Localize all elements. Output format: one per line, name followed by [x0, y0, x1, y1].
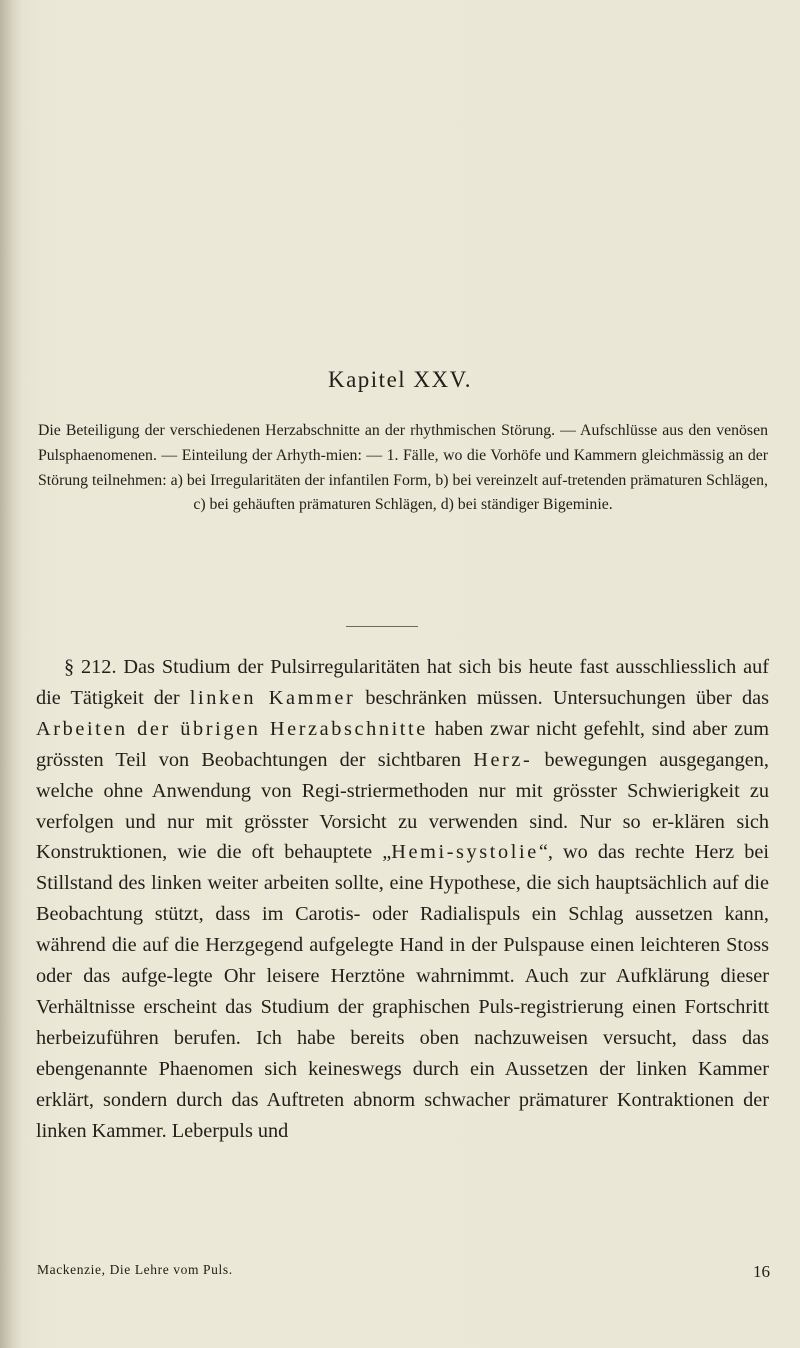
chapter-title: Kapitel XXV.	[327, 367, 473, 392]
emphasized-term: Herz-	[473, 748, 533, 771]
paragraph-text: § 212. Das Studium der Pulsirregularitäten hat sich bis heute fast ausschliesslich auf die Tätigkeit der	[36, 656, 769, 709]
emphasized-term: Arbeiten der übrigen Herzabschnitte	[36, 717, 428, 740]
sheet-number: 16	[753, 1262, 770, 1281]
emphasized-term: Hemi-systolie	[391, 841, 539, 864]
paragraph-text: “, wo das rechte Herz bei Stillstand des linken weiter arbeiten sollte, eine Hypothese, die sich hauptsächlich auf die Beobachtung stützt, dass im Carotis- oder Radialispuls ein Schlag aussetzen kann, während die auf die Herzgegend aufgelegte Hand in der Pulspause einen leichteren Stoss oder das aufge-legte Ohr leisere Herztöne wahrnimmt. Auch zur Aufklärung dieser Verhältnisse erscheint das Studium der graphischen Puls-registrierung einen Fortschritt herbeizuführen berufen. Ich habe bereits oben nachzuweisen versucht, dass das ebengenannte Phaenomen sich keineswegs durch ein Aussetzen der linken Kammer erklärt, sondern durch das Auftreten abnorm schwacher prämaturer Kontraktionen der linken Kammer. Leberpuls und	[36, 841, 769, 1142]
paragraph-text: bewegungen ausgegangen, welche ohne Anwendung von Regi-striermethoden nur mit grösster Schwierigkeit zu verfolgen und nur mit grösster Vorsicht zu verwenden sind. Nur so er-klären sich Konstruktionen, wie die oft behauptete „	[36, 748, 770, 864]
page-spine-shadow	[0, 0, 22, 1348]
section-paragraph	[36, 652, 769, 1147]
page-footer	[37, 1262, 770, 1282]
footer-signature: Mackenzie, Die Lehre vom Puls.	[37, 1262, 233, 1277]
section-divider	[346, 626, 418, 627]
paragraph-text: beschränken müssen. Untersuchungen über das	[355, 686, 769, 709]
chapter-summary: Die Beteiligung der verschiedenen Herzabschnitte an der rhythmischen Störung. — Aufschlüsse aus den venösen Pulsphaenomenen. — Einteilung der Arhyth-mien: — 1. Fälle, wo die Vorhöfe und Kammern gleichmässig an der Störung teilnehmen: a) bei Irregularitäten der infantilen Form, b) bei vereinzelt auf-tretenden prämaturen Schlägen, c) bei gehäuften prämaturen Schlägen, d) bei ständiger Bigeminie.	[38, 422, 768, 514]
emphasized-term: linken Kammer	[189, 686, 356, 709]
paragraph-text: haben zwar nicht gefehlt, sind aber zum grössten Teil von Beobachtungen der sichtbaren	[36, 717, 769, 771]
